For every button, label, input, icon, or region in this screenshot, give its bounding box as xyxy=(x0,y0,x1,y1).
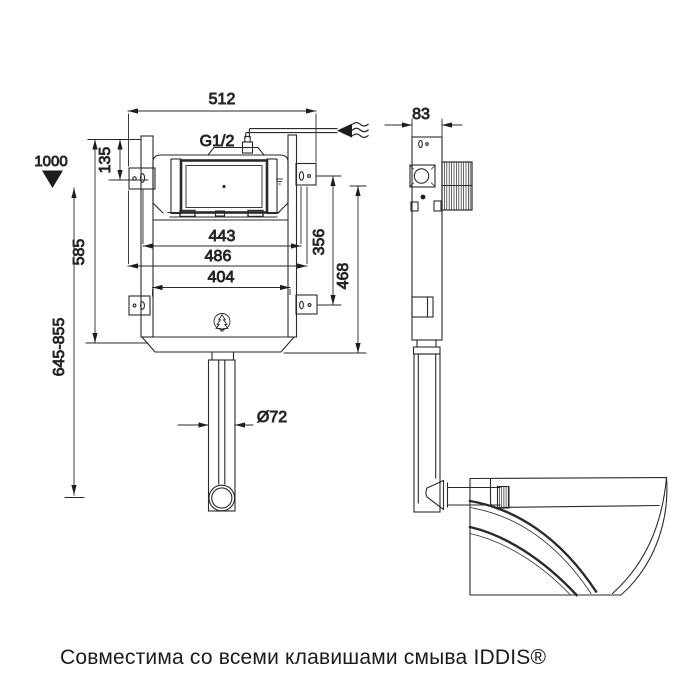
window-center-dot xyxy=(222,185,225,188)
trapway-curve xyxy=(470,501,596,592)
compatibility-caption: Совместима со всеми клавишами смыва IDDIS® xyxy=(60,646,547,669)
dim-adjustable-height xyxy=(51,188,84,498)
plate-hole xyxy=(133,304,136,307)
dim-frame-height-label: 585 xyxy=(71,238,88,266)
right-rail xyxy=(288,135,297,337)
side-view xyxy=(385,106,667,595)
dim-inner-span-label: 404 xyxy=(207,269,235,286)
dim-overall-width-label: 512 xyxy=(208,91,236,108)
lower-left-plate xyxy=(129,296,150,315)
dim-level-mark-label: 1000 xyxy=(34,153,68,170)
plate-slot xyxy=(300,301,304,308)
side-lower-box xyxy=(412,297,433,317)
dim-top-to-hole-label: 135 xyxy=(97,146,114,174)
dim-holes-vertical-span-label: 356 xyxy=(311,228,328,256)
dim-tank-height-label: 468 xyxy=(335,262,352,290)
outlet-cone xyxy=(426,481,444,510)
dim-adjustable-height-label: 645-855 xyxy=(51,317,68,377)
toilet-bowl xyxy=(470,478,667,596)
pipe-flange xyxy=(414,347,441,354)
side-valve-box xyxy=(410,165,435,187)
drain-outlet-outer xyxy=(209,485,235,511)
plate-hole xyxy=(308,304,311,307)
dim-top-to-hole xyxy=(88,140,148,181)
dim-inner-span xyxy=(153,269,291,296)
dim-frame-depth-label: 83 xyxy=(412,106,430,123)
water-flow-arrow xyxy=(337,124,352,138)
bowl-rim-inner xyxy=(491,479,660,508)
eco-tree-mark xyxy=(214,314,230,332)
front-view xyxy=(34,91,368,511)
level-triangle-icon xyxy=(42,171,63,189)
side-frame-column xyxy=(410,137,442,340)
level-mark-1000 xyxy=(34,153,67,188)
side-clip xyxy=(434,201,441,211)
trapway-curve-thin xyxy=(470,508,591,594)
dim-inlet-thread-label: G1/2 xyxy=(199,133,235,150)
window-left-trim xyxy=(171,159,181,214)
water-waves-icon xyxy=(353,123,369,138)
plate-slot xyxy=(419,140,423,147)
access-box-hatched xyxy=(442,162,472,210)
fastener-dot xyxy=(421,195,426,200)
flush-pipe xyxy=(209,352,236,511)
drain-outlet-inner xyxy=(212,488,232,508)
dim-outer-span-label: 486 xyxy=(204,248,232,265)
side-drain-pipe xyxy=(414,340,501,512)
plate-slot xyxy=(299,172,303,181)
front-dimensions xyxy=(34,91,366,498)
water-inlet-pipe xyxy=(246,123,368,138)
dim-drain-diameter-label: Ø72 xyxy=(256,409,288,426)
plate-hole xyxy=(426,143,429,146)
dim-frame-depth xyxy=(385,106,462,136)
bowl-spigot xyxy=(498,487,510,509)
window-right-trim xyxy=(267,159,277,214)
tank-bottom-chamfer xyxy=(142,337,294,352)
bowl-inner-right xyxy=(613,478,667,594)
dim-drain-diameter xyxy=(178,409,287,428)
dim-upper-hole-span-label: 443 xyxy=(208,228,236,245)
plate-hole xyxy=(308,175,311,178)
